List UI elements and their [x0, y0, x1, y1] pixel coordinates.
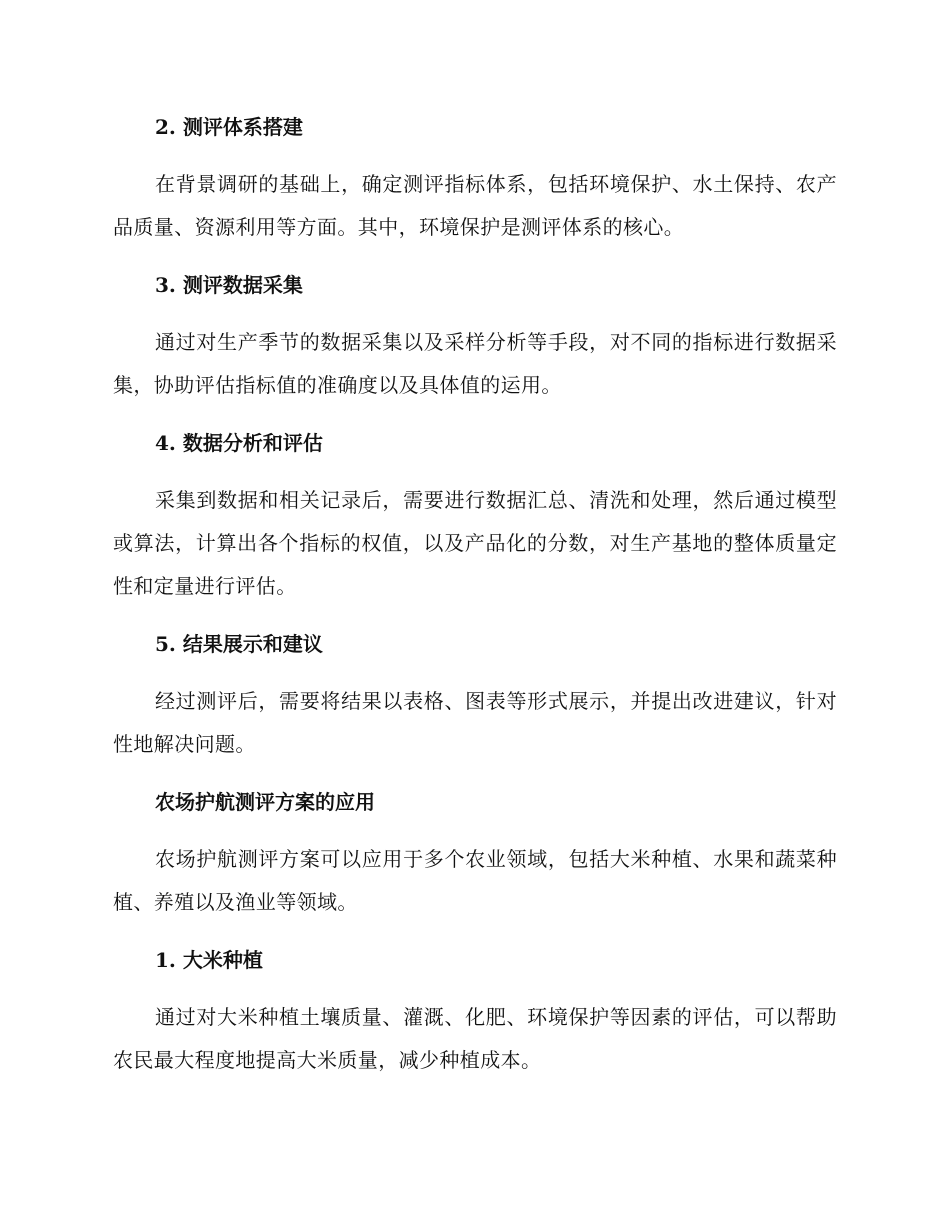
section-paragraph-data-analysis: 采集到数据和相关记录后，需要进行数据汇总、清洗和处理，然后通过模型或算法，计算出各个指标的权值，以及产品化的分数，对生产基地的整体质量定性和定量进行评估。 — [113, 488, 837, 598]
section-heading-data-analysis: 4. 数据分析和评估 — [155, 431, 323, 455]
section-paragraph-application: 农场护航测评方案可以应用于多个农业领域，包括大米种植、水果和蔬菜种植、养殖以及渔业等领域。 — [113, 847, 837, 914]
section-paragraph-rice-planting: 通过对大米种植土壤质量、灌溉、化肥、环境保护等因素的评估，可以帮助农民最大程度地提高大米质量，减少种植成本。 — [113, 1005, 837, 1072]
section-heading-rice-planting: 1. 大米种植 — [155, 948, 263, 972]
section-paragraph-evaluation-system: 在背景调研的基础上，确定测评指标体系，包括环境保护、水土保持、农产品质量、资源利用等方面。其中，环境保护是测评体系的核心。 — [113, 172, 837, 239]
section-paragraph-results: 经过测评后，需要将结果以表格、图表等形式展示，并提出改进建议，针对性地解决问题。 — [113, 689, 837, 756]
section-paragraph-data-collection: 通过对生产季节的数据采集以及采样分析等手段，对不同的指标进行数据采集，协助评估指标值的准确度以及具体值的运用。 — [113, 330, 837, 397]
section-heading-results: 5. 结果展示和建议 — [155, 632, 323, 656]
section-heading-data-collection: 3. 测评数据采集 — [155, 273, 303, 297]
section-heading-evaluation-system: 2. 测评体系搭建 — [155, 115, 303, 139]
section-heading-application: 农场护航测评方案的应用 — [155, 790, 375, 814]
document-body — [113, 112, 837, 1103]
